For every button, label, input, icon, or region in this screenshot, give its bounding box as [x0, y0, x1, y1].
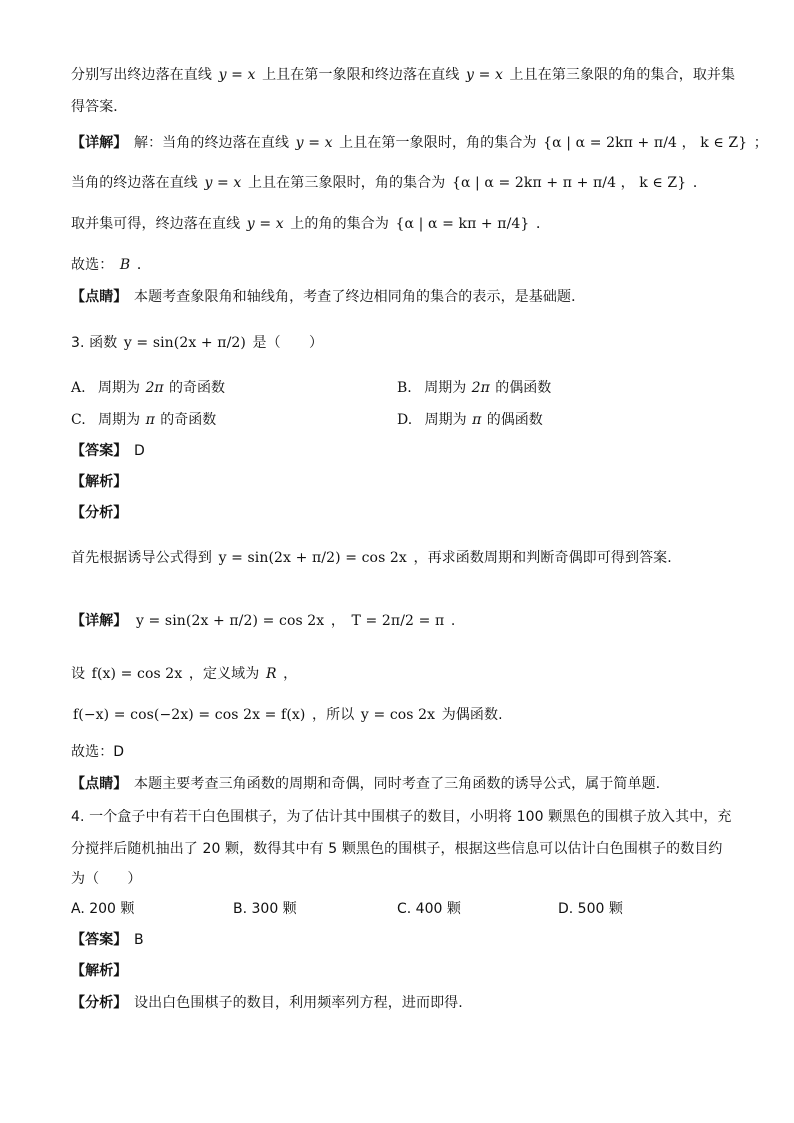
answer-3: 【答案】 D [71, 443, 145, 459]
question-4-line-1: 4. 一个盒子中有若干白色围棋子，为了估计其中围棋子的数目，小明将 100 颗黑色的围棋子放入其中，充 [71, 809, 732, 825]
detail-line-2: 当角的终边落在直线 y = x 上且在第三象限时，角的集合为 {α | α = 2kπ + π + π/4 ， k ∈ Z} ． [71, 175, 707, 191]
analysis-3: 【解析】 [71, 474, 128, 490]
detail-line-3: 取并集可得，终边落在直线 y = x 上的角的集合为 {α | α = kπ + π/4} ． [71, 216, 551, 232]
choose-line-2: 故选：D [71, 744, 125, 760]
option-3b: B. 周期为 2π 的偶函数 [397, 380, 552, 396]
even-function-line: f(−x) = cos(−2x) = cos 2x = f(x) ，所以 y = cos 2x 为偶函数. [73, 707, 503, 723]
comment-line-2: 【点睛】 本题主要考查三角函数的周期和奇偶，同时考查了三角函数的诱导公式，属于简单题. [71, 776, 661, 792]
analysis-3-text: 首先根据诱导公式得到 y = sin(2x + π/2) = cos 2x ，再求函数周期和判断奇偶即可得到答案. [71, 550, 672, 566]
detail-3-line: 【详解】 y = sin(2x + π/2) = cos 2x ， T = 2π/2 = π . [71, 613, 456, 629]
analyze-4: 【分析】 设出白色围棋子的数目，利用频率列方程，进而即得. [71, 995, 463, 1011]
option-4d: D. 500 颗 [558, 901, 623, 917]
detail-line-1: 【详解】 解：当角的终边落在直线 y = x 上且在第一象限时，角的集合为 {α | α = 2kπ + π/4 ， k ∈ Z} ； [71, 135, 768, 151]
question-3: 3. 函数 y = sin(2x + π/2) 是（ ） [71, 335, 324, 351]
option-4b: B. 300 颗 [233, 901, 297, 917]
analyze-3: 【分析】 [71, 505, 128, 521]
option-3c: C. 周期为 π 的奇函数 [71, 412, 217, 428]
comment-line-1: 【点睛】 本题考查象限角和轴线角，考查了终边相同角的集合的表示，是基础题． [71, 289, 586, 305]
option-3d: D. 周期为 π 的偶函数 [397, 412, 543, 428]
analysis-4: 【解析】 [71, 963, 128, 979]
option-4a: A. 200 颗 [71, 901, 135, 917]
question-4-line-3: 为（ ） [71, 871, 142, 887]
question-4-line-2: 分搅拌后随机抽出了 20 颗，数得其中有 5 颗黑色的围棋子，根据这些信息可以估计白色围棋子的数目约 [71, 841, 723, 857]
paragraph-line-1: 分别写出终边落在直线 y = x 上且在第一象限和终边落在直线 y = x 上且在第三象限的角的集合，取并集 [71, 67, 736, 83]
option-4c: C. 400 颗 [397, 901, 461, 917]
set-fx-line: 设 f(x) = cos 2x ，定义域为 R ， [71, 666, 298, 682]
choose-line-1: 故选： B ． [71, 257, 151, 273]
answer-4: 【答案】 B [71, 932, 144, 948]
option-3a: A. 周期为 2π 的奇函数 [71, 380, 226, 396]
paragraph-line-2: 得答案． [71, 99, 128, 115]
